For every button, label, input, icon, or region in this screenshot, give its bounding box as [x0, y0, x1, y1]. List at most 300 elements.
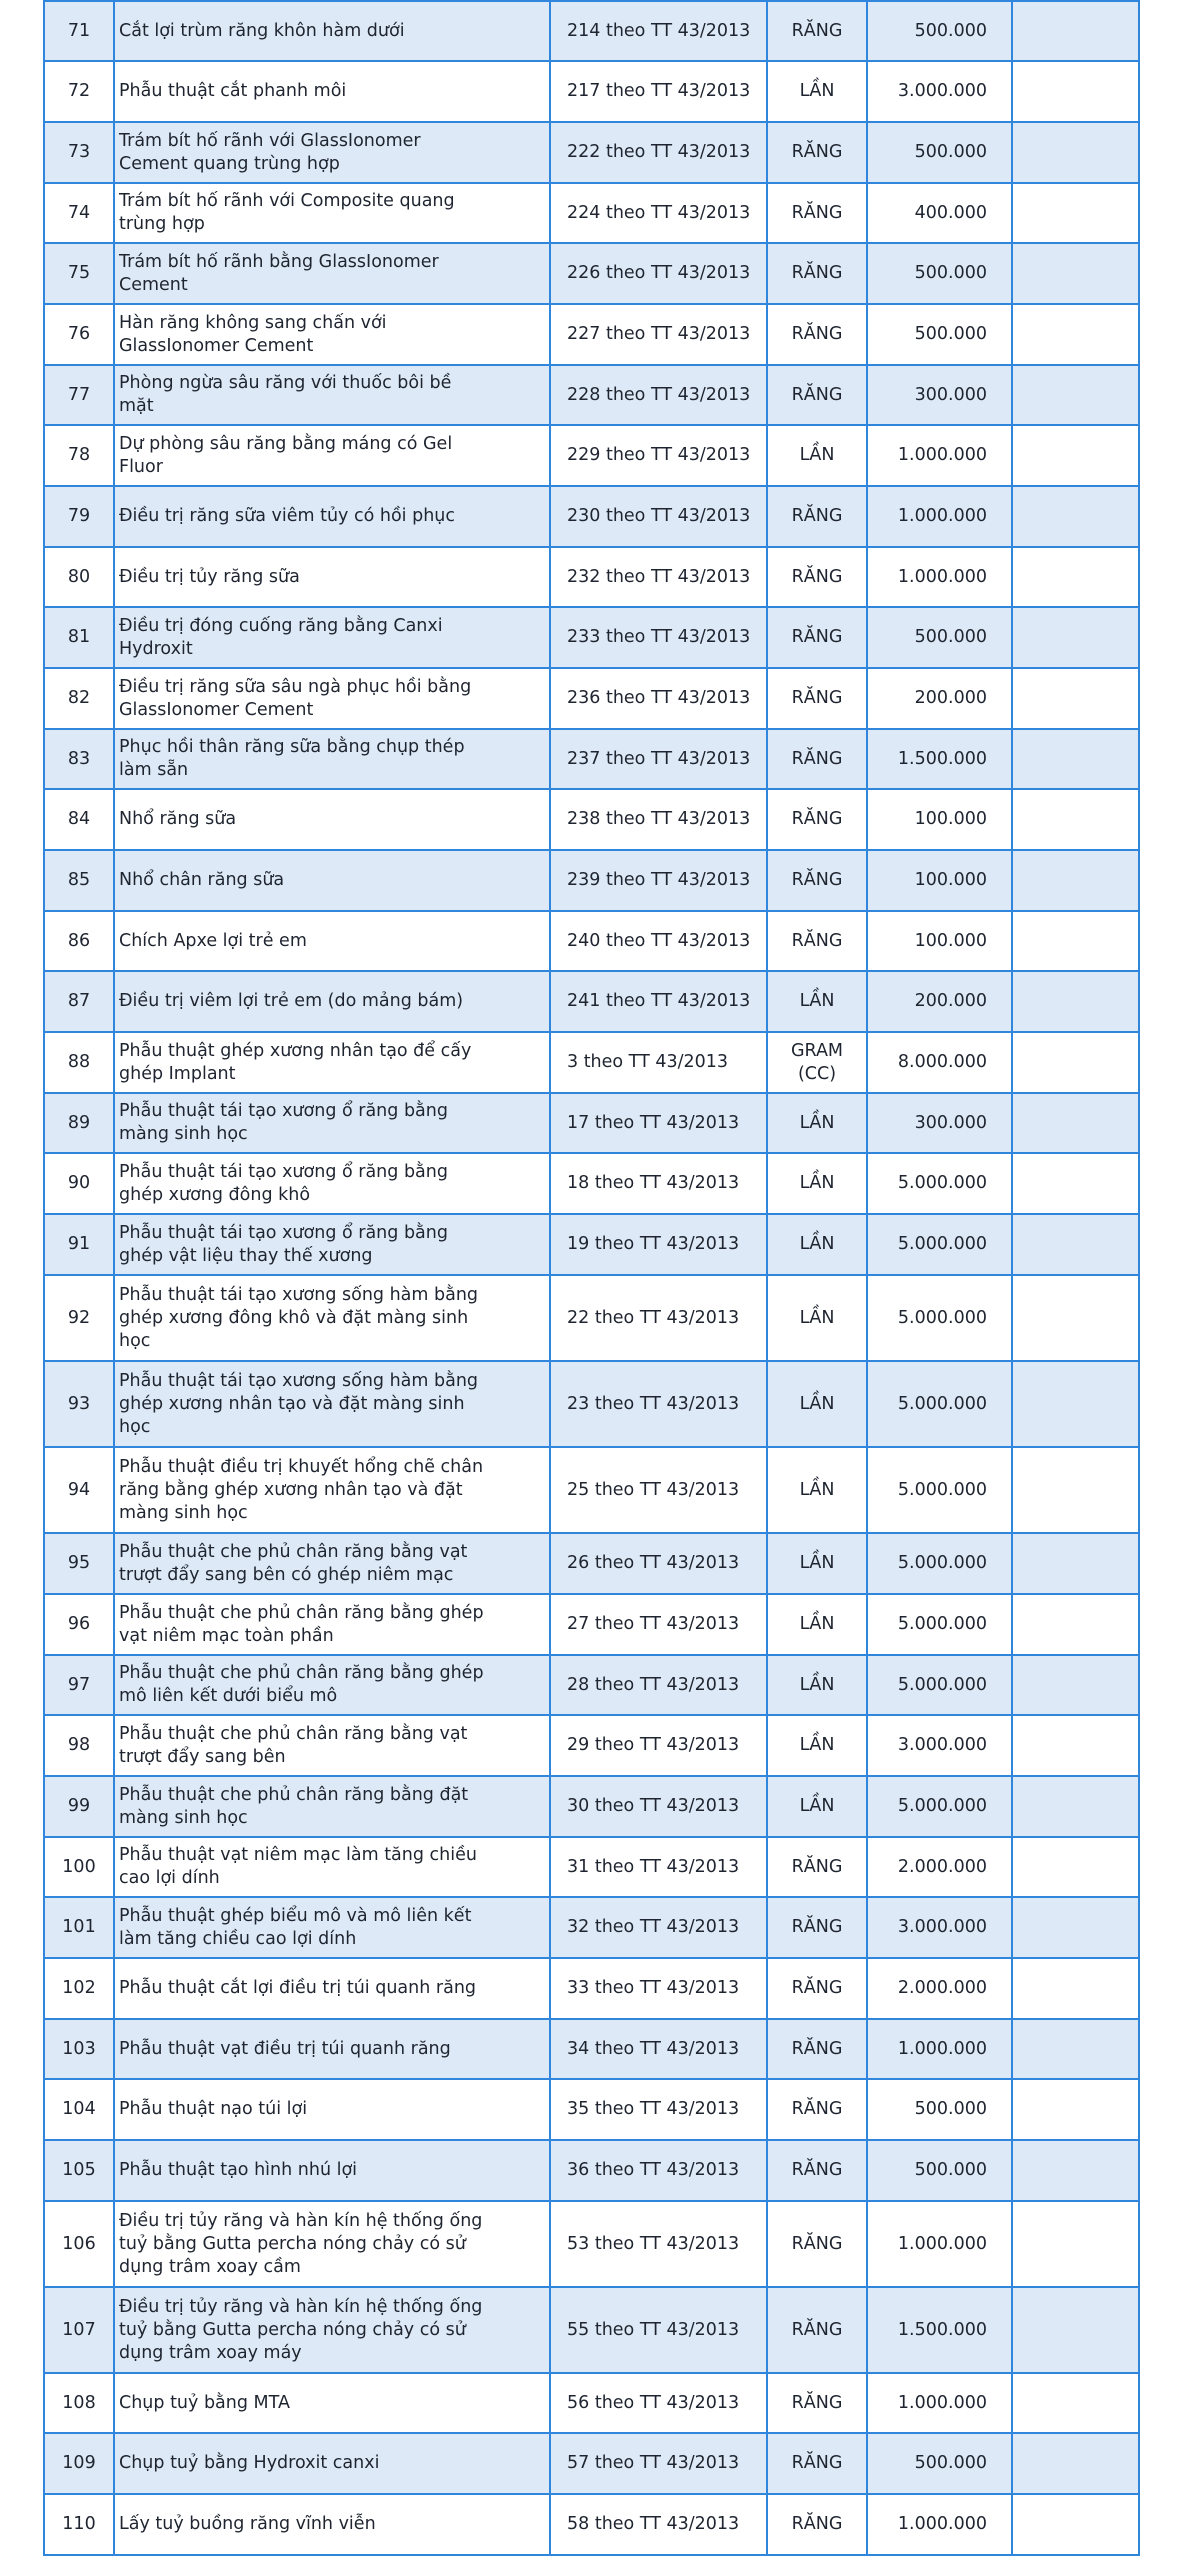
row-number	[44, 183, 114, 243]
service-name-text: Trám bít hố rãnh bằng GlassIonomer Cement	[119, 251, 439, 295]
table-row	[44, 1093, 1139, 1153]
table-row	[44, 1897, 1139, 1958]
row-number-text: 84	[67, 809, 91, 829]
unit-of-measure-text: LẦN	[799, 1479, 835, 1500]
unit-of-measure	[767, 850, 867, 911]
empty-cell	[1012, 1214, 1139, 1275]
price-value	[867, 1837, 1012, 1897]
circular-reference	[550, 61, 767, 122]
price-value-text: 100.000	[914, 809, 987, 829]
empty-cell	[1012, 789, 1139, 850]
price-value	[867, 850, 1012, 911]
row-number	[44, 1214, 114, 1275]
service-name	[114, 2287, 550, 2373]
circular-reference-text: 56 theo TT 43/2013	[567, 2392, 740, 2413]
price-table-body	[44, 1, 1139, 2555]
circular-reference-text: 25 theo TT 43/2013	[567, 1479, 740, 1500]
row-number-text: 73	[67, 142, 91, 162]
row-number-text: 87	[67, 991, 91, 1011]
circular-reference-text: 33 theo TT 43/2013	[567, 1978, 740, 1998]
table-row	[44, 61, 1139, 122]
service-name-text: Phẫu thuật tạo hình nhú lợi	[119, 2160, 358, 2180]
empty-cell	[1012, 1361, 1139, 1447]
row-number	[44, 61, 114, 122]
service-name	[114, 789, 550, 850]
service-name	[114, 2019, 550, 2079]
unit-of-measure	[767, 1776, 867, 1837]
circular-reference-text: 28 theo TT 43/2013	[567, 1674, 740, 1695]
service-name-text: Điều trị tủy răng sữa	[119, 566, 300, 587]
empty-cell	[1012, 183, 1139, 243]
unit-of-measure-text: RĂNG	[791, 930, 843, 951]
empty-cell	[1012, 668, 1139, 729]
circular-reference	[550, 1776, 767, 1837]
table-row	[44, 2079, 1139, 2140]
empty-cell	[1012, 2019, 1139, 2079]
unit-of-measure	[767, 1032, 867, 1093]
unit-of-measure	[767, 2433, 867, 2494]
empty-cell	[1012, 1153, 1139, 1214]
service-name	[114, 1, 550, 61]
circular-reference	[550, 2494, 767, 2555]
price-value-text: 500.000	[914, 2099, 987, 2119]
price-value-text: 5.000.000	[897, 1234, 987, 1254]
price-value-text: 1.500.000	[897, 748, 987, 769]
price-value-text: 5.000.000	[897, 1553, 987, 1573]
empty-cell	[1012, 2201, 1139, 2287]
price-value	[867, 2287, 1012, 2373]
unit-of-measure	[767, 911, 867, 971]
circular-reference	[550, 2433, 767, 2494]
service-name-text: Dự phòng sâu răng bằng máng có Gel Fluor	[119, 433, 453, 477]
empty-cell	[1012, 1447, 1139, 1533]
table-row	[44, 304, 1139, 365]
price-value	[867, 607, 1012, 668]
empty-cell	[1012, 61, 1139, 122]
circular-reference-text: 57 theo TT 43/2013	[567, 2453, 740, 2473]
circular-reference	[550, 729, 767, 789]
unit-of-measure-text: RĂNG	[791, 1978, 843, 1998]
price-value	[867, 911, 1012, 971]
circular-reference-text: 222 theo TT 43/2013	[567, 142, 751, 162]
row-number	[44, 1594, 114, 1655]
unit-of-measure	[767, 2287, 867, 2373]
unit-of-measure	[767, 1214, 867, 1275]
circular-reference-text: 23 theo TT 43/2013	[567, 1393, 740, 1414]
price-value-text: 1.000.000	[897, 506, 987, 526]
table-row	[44, 1447, 1139, 1533]
table-row	[44, 911, 1139, 971]
row-number-text: 89	[67, 1112, 91, 1133]
unit-of-measure	[767, 2140, 867, 2201]
unit-of-measure	[767, 425, 867, 486]
service-name-text: Phẫu thuật vạt điều trị túi quanh răng	[119, 2038, 451, 2059]
unit-of-measure-text: LẦN	[799, 1614, 835, 1634]
empty-cell	[1012, 425, 1139, 486]
service-name-text: Phẫu thuật che phủ chân răng bằng đặt màng sinh học	[119, 1784, 469, 1828]
row-number	[44, 1361, 114, 1447]
unit-of-measure-text: RĂNG	[791, 2038, 843, 2059]
service-name-text: Phẫu thuật tái tạo xương ổ răng bằng màng sinh học	[119, 1101, 448, 1144]
service-name	[114, 2433, 550, 2494]
row-number-text: 98	[67, 1735, 91, 1755]
service-name-text: Phẫu thuật che phủ chân răng bằng vạt trượt đẩy sang bên	[119, 1723, 468, 1767]
circular-reference-text: 238 theo TT 43/2013	[567, 809, 751, 829]
circular-reference	[550, 547, 767, 607]
service-name	[114, 1032, 550, 1093]
price-value	[867, 1715, 1012, 1776]
price-value	[867, 122, 1012, 183]
unit-of-measure	[767, 2019, 867, 2079]
price-value	[867, 1447, 1012, 1533]
service-name	[114, 1897, 550, 1958]
price-value-text: 500.000	[914, 324, 987, 344]
circular-reference	[550, 1897, 767, 1958]
row-number	[44, 1275, 114, 1361]
circular-reference-text: 230 theo TT 43/2013	[567, 506, 751, 526]
row-number-text: 102	[62, 1978, 96, 1998]
service-name	[114, 1594, 550, 1655]
table-row	[44, 183, 1139, 243]
row-number	[44, 729, 114, 789]
row-number-text: 109	[62, 2453, 96, 2473]
row-number-text: 83	[67, 748, 91, 769]
unit-of-measure	[767, 2079, 867, 2140]
circular-reference	[550, 1837, 767, 1897]
table-row	[44, 1594, 1139, 1655]
price-value-text: 3.000.000	[897, 81, 987, 101]
circular-reference	[550, 1533, 767, 1594]
service-name	[114, 850, 550, 911]
unit-of-measure	[767, 486, 867, 547]
service-name-text: Điều trị đóng cuống răng bằng Canxi Hydroxit	[119, 615, 443, 659]
service-name-text: Chích Apxe lợi trẻ em	[119, 930, 307, 951]
price-value-text: 500.000	[914, 263, 987, 283]
service-name-text: Phẫu thuật tái tạo xương sống hàm bằng ghép xương nhân tạo và đặt màng sinh học	[119, 1370, 479, 1437]
price-value-text: 500.000	[914, 2160, 987, 2180]
row-number-text: 77	[67, 384, 91, 405]
circular-reference-text: 26 theo TT 43/2013	[567, 1553, 740, 1573]
unit-of-measure-text: RĂNG	[791, 384, 843, 405]
table-row	[44, 486, 1139, 547]
unit-of-measure	[767, 547, 867, 607]
row-number-text: 79	[67, 506, 91, 526]
empty-cell	[1012, 729, 1139, 789]
empty-cell	[1012, 1093, 1139, 1153]
circular-reference-text: 36 theo TT 43/2013	[567, 2160, 740, 2180]
price-value	[867, 1655, 1012, 1715]
row-number-text: 80	[67, 566, 91, 587]
unit-of-measure-text: RĂNG	[791, 1917, 843, 1937]
row-number	[44, 1776, 114, 1837]
empty-cell	[1012, 2494, 1139, 2555]
row-number	[44, 2140, 114, 2201]
price-value	[867, 2019, 1012, 2079]
unit-of-measure-text: LẦN	[799, 1735, 835, 1755]
service-name-text: Chụp tuỷ bằng MTA	[119, 2392, 290, 2413]
row-number-text: 91	[67, 1234, 91, 1254]
empty-cell	[1012, 365, 1139, 425]
price-value	[867, 668, 1012, 729]
price-value	[867, 1, 1012, 61]
circular-reference	[550, 183, 767, 243]
price-value-text: 100.000	[914, 930, 987, 951]
service-name-text: Phẫu thuật che phủ chân răng bằng vạt trượt đẩy sang bên có ghép niêm mạc	[119, 1541, 468, 1585]
price-value	[867, 2140, 1012, 2201]
unit-of-measure	[767, 1594, 867, 1655]
table-row	[44, 425, 1139, 486]
row-number-text: 108	[62, 2392, 96, 2413]
price-value	[867, 486, 1012, 547]
unit-of-measure-text: LẦN	[799, 1173, 835, 1193]
circular-reference-text: 224 theo TT 43/2013	[567, 202, 751, 223]
table-row	[44, 1275, 1139, 1361]
price-value	[867, 1093, 1012, 1153]
unit-of-measure-text: LẦN	[799, 1796, 835, 1816]
service-name-text: Điều trị viêm lợi trẻ em (do mảng bám)	[119, 991, 464, 1011]
price-value	[867, 1153, 1012, 1214]
empty-cell	[1012, 547, 1139, 607]
circular-reference	[550, 2079, 767, 2140]
table-row	[44, 2140, 1139, 2201]
unit-of-measure-text: RĂNG	[791, 748, 843, 769]
empty-cell	[1012, 304, 1139, 365]
row-number-text: 110	[62, 2514, 96, 2534]
row-number	[44, 2494, 114, 2555]
circular-reference-text: 233 theo TT 43/2013	[567, 627, 751, 647]
row-number	[44, 668, 114, 729]
service-name	[114, 183, 550, 243]
service-name-text: Chụp tuỷ bằng Hydroxit canxi	[119, 2453, 380, 2473]
circular-reference-text: 17 theo TT 43/2013	[567, 1112, 740, 1133]
row-number-text: 92	[67, 1307, 91, 1328]
table-row	[44, 365, 1139, 425]
service-name	[114, 607, 550, 668]
unit-of-measure	[767, 1533, 867, 1594]
table-row	[44, 1214, 1139, 1275]
price-value	[867, 1533, 1012, 1594]
service-name-text: Nhổ răng sữa	[119, 809, 237, 829]
service-name-text: Trám bít hố rãnh với GlassIonomer Cement quang trùng hợp	[119, 130, 421, 174]
price-value	[867, 729, 1012, 789]
unit-of-measure	[767, 243, 867, 304]
table-row	[44, 243, 1139, 304]
unit-of-measure-text: RĂNG	[791, 627, 843, 647]
row-number-text: 95	[67, 1553, 91, 1573]
circular-reference	[550, 1361, 767, 1447]
price-value-text: 1.000.000	[897, 445, 987, 465]
circular-reference-text: 22 theo TT 43/2013	[567, 1307, 740, 1328]
service-name-text: Phẫu thuật ghép xương nhân tạo để cấy ghép Implant	[119, 1040, 472, 1084]
row-number-text: 76	[67, 324, 91, 344]
service-name	[114, 1715, 550, 1776]
table-row	[44, 2494, 1139, 2555]
empty-cell	[1012, 1594, 1139, 1655]
price-value	[867, 1594, 1012, 1655]
table-row	[44, 1533, 1139, 1594]
table-row	[44, 729, 1139, 789]
table-row	[44, 547, 1139, 607]
table-row	[44, 1, 1139, 61]
service-name	[114, 911, 550, 971]
service-name-text: Phẫu thuật tái tạo xương sống hàm bằng ghép xương đông khô và đặt màng sinh học	[119, 1284, 479, 1351]
price-value	[867, 304, 1012, 365]
unit-of-measure-text: RĂNG	[791, 566, 843, 587]
unit-of-measure	[767, 2201, 867, 2287]
unit-of-measure-text: GRAM (CC)	[790, 1040, 844, 1084]
unit-of-measure-text: LẦN	[799, 1307, 835, 1328]
row-number-text: 105	[62, 2160, 96, 2180]
circular-reference-text: 240 theo TT 43/2013	[567, 930, 751, 951]
price-value	[867, 365, 1012, 425]
row-number-text: 78	[67, 445, 91, 465]
empty-cell	[1012, 971, 1139, 1032]
table-row	[44, 1361, 1139, 1447]
unit-of-measure-text: RĂNG	[791, 1856, 843, 1877]
unit-of-measure-text: LẦN	[799, 445, 835, 465]
circular-reference	[550, 1447, 767, 1533]
unit-of-measure-text: RĂNG	[791, 870, 843, 890]
price-value	[867, 547, 1012, 607]
circular-reference-text: 31 theo TT 43/2013	[567, 1856, 740, 1877]
unit-of-measure-text: RĂNG	[791, 2453, 843, 2473]
price-value-text: 500.000	[914, 2453, 987, 2473]
empty-cell	[1012, 2140, 1139, 2201]
circular-reference	[550, 2287, 767, 2373]
circular-reference	[550, 850, 767, 911]
unit-of-measure	[767, 183, 867, 243]
table-row	[44, 789, 1139, 850]
row-number-text: 74	[67, 202, 91, 223]
row-number	[44, 971, 114, 1032]
row-number	[44, 547, 114, 607]
unit-of-measure	[767, 971, 867, 1032]
price-value-text: 1.000.000	[897, 2038, 987, 2059]
service-name	[114, 971, 550, 1032]
price-value-text: 5.000.000	[897, 1307, 987, 1328]
circular-reference-text: 229 theo TT 43/2013	[567, 445, 751, 465]
circular-reference-text: 18 theo TT 43/2013	[567, 1173, 740, 1193]
row-number	[44, 1, 114, 61]
row-number	[44, 1533, 114, 1594]
table-row	[44, 971, 1139, 1032]
circular-reference	[550, 1715, 767, 1776]
price-value-text: 3.000.000	[897, 1917, 987, 1937]
service-name-text: Hàn răng không sang chấn với GlassIonomer Cement	[119, 312, 387, 356]
circular-reference-text: 55 theo TT 43/2013	[567, 2319, 740, 2340]
service-name	[114, 365, 550, 425]
row-number-text: 100	[62, 1856, 96, 1877]
unit-of-measure-text: LẦN	[799, 1234, 835, 1254]
circular-reference-text: 29 theo TT 43/2013	[567, 1735, 740, 1755]
empty-cell	[1012, 1533, 1139, 1594]
service-name-text: Phòng ngừa sâu răng với thuốc bôi bề mặt	[119, 373, 452, 416]
circular-reference-text: 30 theo TT 43/2013	[567, 1796, 740, 1816]
circular-reference	[550, 2373, 767, 2433]
service-name	[114, 547, 550, 607]
price-value-text: 300.000	[914, 1112, 987, 1133]
price-value	[867, 1897, 1012, 1958]
row-number-text: 81	[67, 627, 91, 647]
unit-of-measure	[767, 1837, 867, 1897]
service-name	[114, 243, 550, 304]
price-value	[867, 1776, 1012, 1837]
circular-reference-text: 232 theo TT 43/2013	[567, 566, 751, 587]
unit-of-measure	[767, 668, 867, 729]
row-number	[44, 425, 114, 486]
circular-reference	[550, 1275, 767, 1361]
service-name-text: Phẫu thuật vạt niêm mạc làm tăng chiều cao lợi dính	[119, 1845, 477, 1888]
empty-cell	[1012, 2287, 1139, 2373]
price-value-text: 200.000	[914, 991, 987, 1011]
table-row	[44, 850, 1139, 911]
circular-reference	[550, 789, 767, 850]
price-value-text: 2.000.000	[897, 1856, 987, 1877]
circular-reference	[550, 2201, 767, 2287]
empty-cell	[1012, 2433, 1139, 2494]
table-row	[44, 1837, 1139, 1897]
unit-of-measure-text: RĂNG	[791, 2392, 843, 2413]
price-value-text: 500.000	[914, 627, 987, 647]
empty-cell	[1012, 850, 1139, 911]
service-name	[114, 2494, 550, 2555]
price-table	[43, 0, 1140, 2556]
price-value-text: 1.000.000	[897, 2233, 987, 2254]
service-name	[114, 2201, 550, 2287]
service-name-text: Nhổ chân răng sữa	[119, 870, 285, 890]
service-name	[114, 425, 550, 486]
table-row	[44, 2373, 1139, 2433]
empty-cell	[1012, 2079, 1139, 2140]
price-value-text: 5.000.000	[897, 1796, 987, 1816]
circular-reference	[550, 2019, 767, 2079]
row-number	[44, 122, 114, 183]
row-number	[44, 1032, 114, 1093]
unit-of-measure	[767, 365, 867, 425]
price-value	[867, 789, 1012, 850]
row-number-text: 94	[67, 1479, 91, 1500]
row-number	[44, 1837, 114, 1897]
service-name-text: Phẫu thuật điều trị khuyết hổng chẽ chân răng bằng ghép xương nhân tạo và đặt màng sinh học	[119, 1456, 484, 1523]
service-name	[114, 2373, 550, 2433]
circular-reference	[550, 1958, 767, 2019]
price-value	[867, 1275, 1012, 1361]
empty-cell	[1012, 1032, 1139, 1093]
service-name-text: Phẫu thuật cắt lợi điều trị túi quanh răng	[119, 1978, 477, 1998]
unit-of-measure-text: RĂNG	[791, 2233, 843, 2254]
service-name-text: Cắt lợi trùm răng khôn hàm dưới	[119, 20, 405, 41]
unit-of-measure	[767, 1447, 867, 1533]
service-name-text: Phẫu thuật ghép biểu mô và mô liên kết làm tăng chiều cao lợi dính	[119, 1905, 472, 1949]
service-name-text: Điều trị răng sữa viêm tủy có hồi phục	[119, 506, 455, 526]
price-value	[867, 2201, 1012, 2287]
row-number	[44, 1897, 114, 1958]
circular-reference	[550, 122, 767, 183]
circular-reference	[550, 365, 767, 425]
row-number-text: 106	[62, 2233, 96, 2254]
empty-cell	[1012, 1776, 1139, 1837]
row-number	[44, 2373, 114, 2433]
empty-cell	[1012, 1958, 1139, 2019]
price-value-text: 5.000.000	[897, 1479, 987, 1500]
circular-reference	[550, 607, 767, 668]
service-name-text: Trám bít hố rãnh với Composite quang trùng hợp	[119, 191, 455, 234]
row-number-text: 88	[67, 1052, 91, 1072]
circular-reference-text: 226 theo TT 43/2013	[567, 263, 751, 283]
price-value-text: 200.000	[914, 688, 987, 708]
row-number-text: 85	[67, 870, 91, 890]
price-value-text: 5.000.000	[897, 1173, 987, 1193]
